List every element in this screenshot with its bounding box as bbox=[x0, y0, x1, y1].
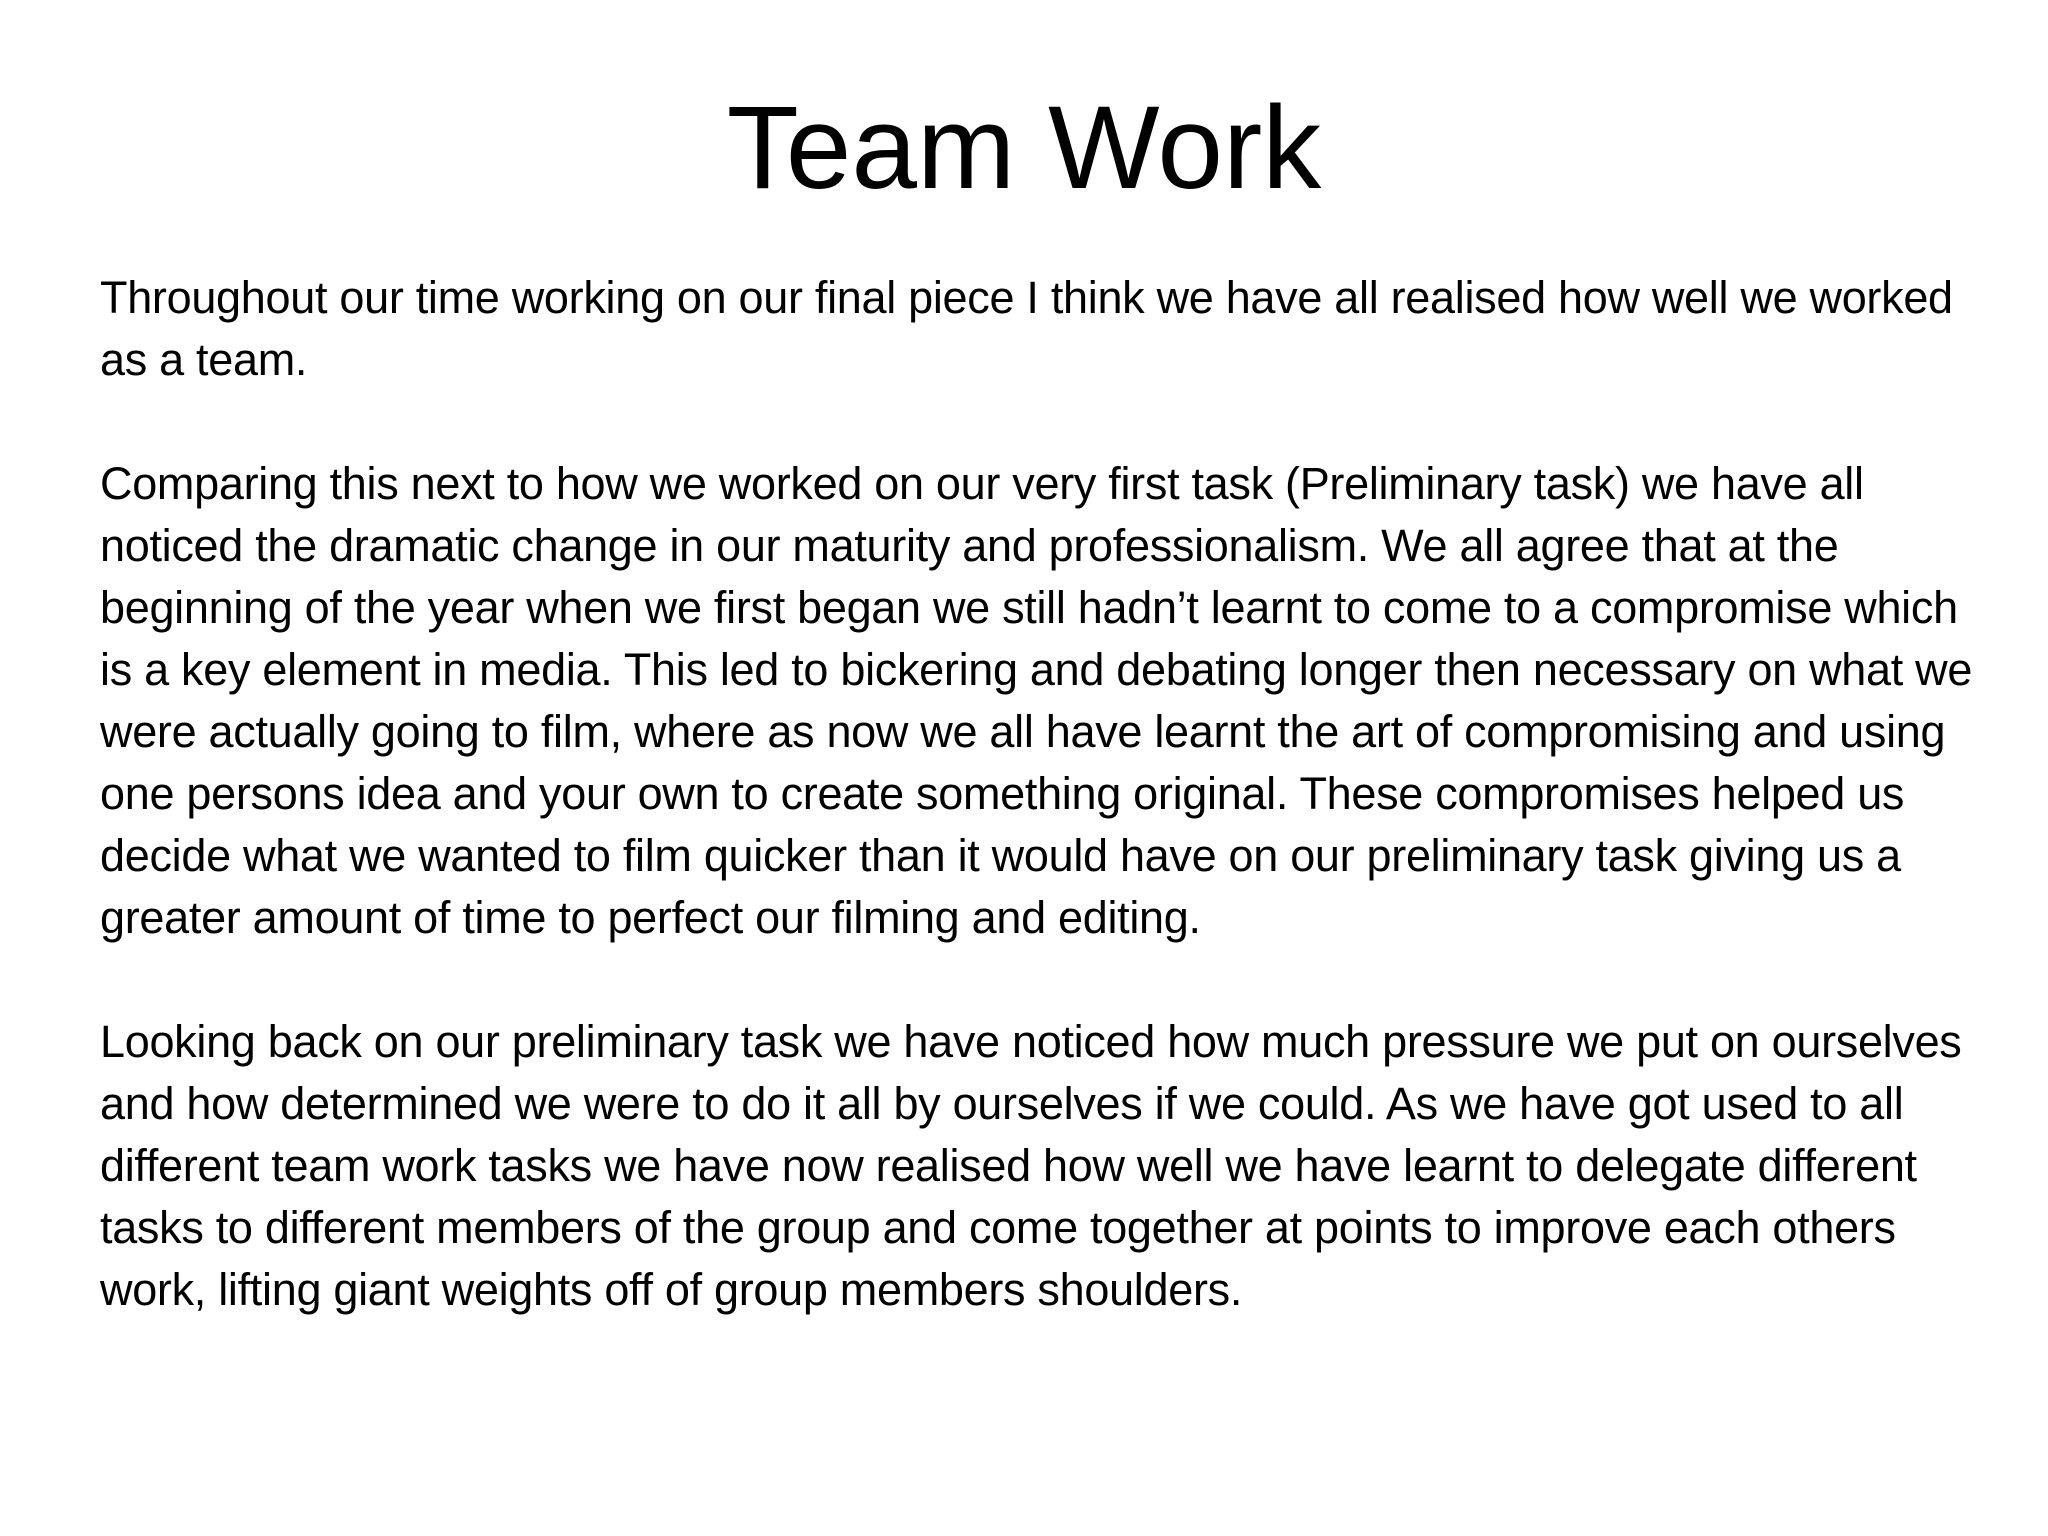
body-paragraph-team-realisation: Throughout our time working on our final piece I think we have all realised how well we worked as a team. bbox=[100, 272, 1953, 385]
slide-body bbox=[100, 267, 1980, 1321]
body-paragraph-delegation: Looking back on our preliminary task we have noticed how much pressure we put on ourselves and how determined we were to do it all by ourselves if we could. As we have got used to all different team work tasks we have now realised how well we have learnt to delegate different tasks to different members of the group and come together at points to improve each others work, lifting giant weights off of group members shoulders. bbox=[100, 1016, 1962, 1315]
slide-title: Team Work bbox=[726, 82, 1322, 214]
body-paragraph-preliminary-comparison: Comparing this next to how we worked on our very first task (Preliminary task) we have all noticed the dramatic change in our maturity and professionalism. We all agree that at the beginning of the year when we first began we still hadn’t learnt to come to a compromise which is a key element in media. This led to bickering and debating longer then necessary on what we were actually going to film, where as now we all have learnt the art of compromising and using one persons idea and your own to create something original. These compromises helped us decide what we wanted to film quicker than it would have on our preliminary task giving us a greater amount of time to perfect our filming and editing. bbox=[100, 458, 1973, 943]
